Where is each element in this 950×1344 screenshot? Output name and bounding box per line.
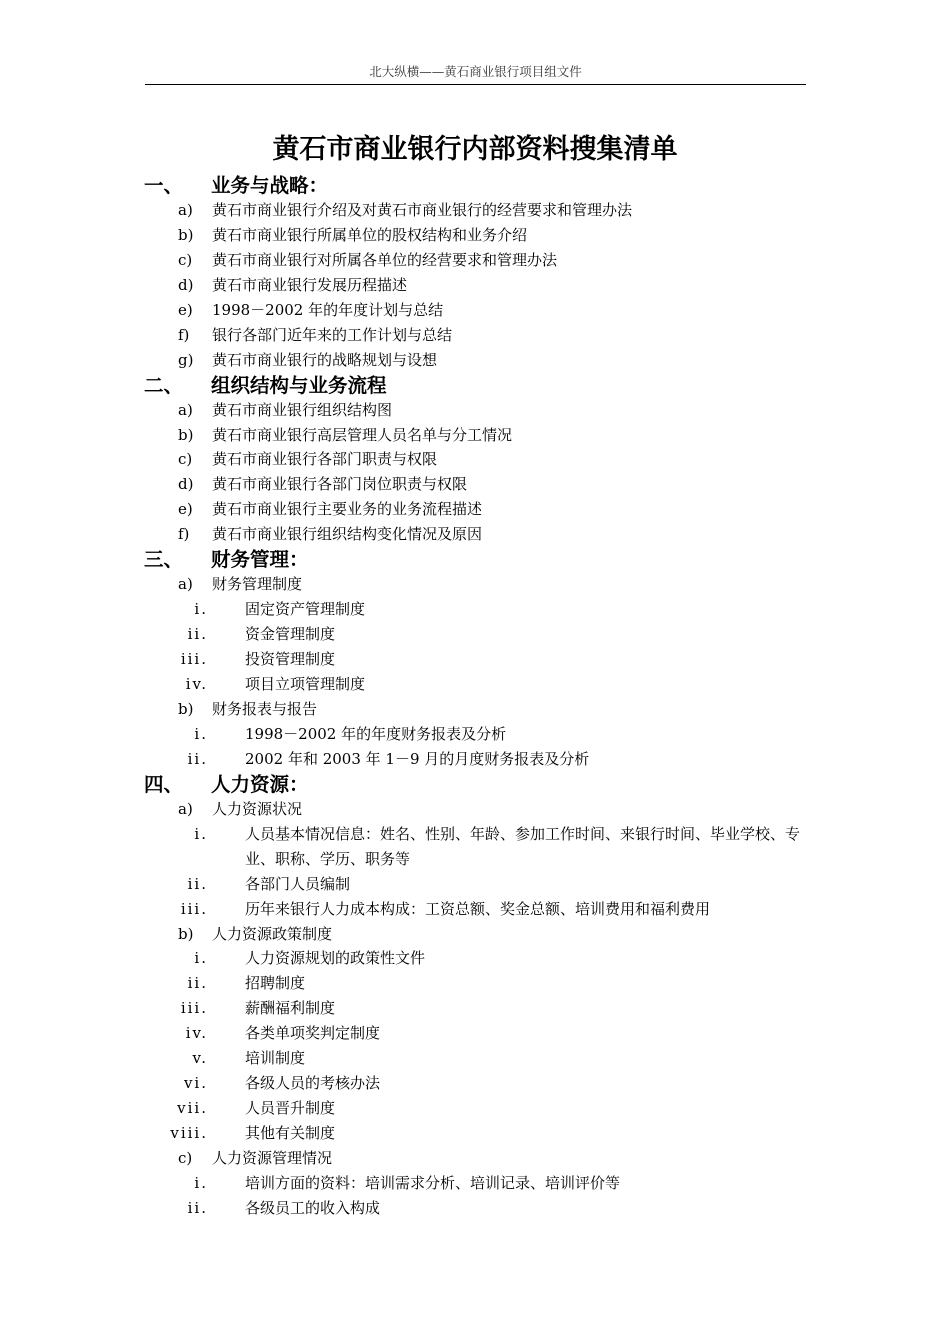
item-text: 黄石市商业银行组织结构变化情况及原因 xyxy=(212,525,483,544)
sub-item xyxy=(0,946,950,971)
sub-item-text: 培训方面的资料：培训需求分析、培训记录、培训评价等 xyxy=(245,1173,621,1192)
item-marker: a) xyxy=(178,575,193,594)
item-text: 黄石市商业银行介绍及对黄石市商业银行的经营要求和管理办法 xyxy=(212,201,633,219)
item-text: 黄石市商业银行的战略规划与设想 xyxy=(212,350,438,369)
section-title: 人力资源： xyxy=(211,772,309,796)
item-marker: d) xyxy=(178,475,194,494)
item-marker: a) xyxy=(178,201,193,219)
sub-item-marker: ii. xyxy=(187,625,208,644)
sub-item xyxy=(0,597,950,622)
list-item xyxy=(0,398,950,423)
item-text: 黄石市商业银行对所属各单位的经营要求和管理办法 xyxy=(212,250,558,269)
sub-item-text: 人力资源规划的政策性文件 xyxy=(245,949,426,968)
sub-item-marker: ii. xyxy=(187,749,208,768)
section-heading xyxy=(0,373,950,398)
list-item xyxy=(0,298,950,323)
item-text: 黄石市商业银行各部门岗位职责与权限 xyxy=(212,475,468,494)
section-number: 一、 xyxy=(144,174,184,197)
item-text: 黄石市商业银行发展历程描述 xyxy=(212,275,408,294)
sub-item-text: 各级人员的考核办法 xyxy=(245,1074,381,1093)
item-marker: f) xyxy=(178,525,190,544)
sub-item xyxy=(0,1171,950,1196)
sub-item-text: 项目立项管理制度 xyxy=(245,674,366,693)
item-marker: b) xyxy=(178,699,194,718)
item-marker: e) xyxy=(178,300,193,319)
list-item xyxy=(0,423,950,448)
sub-item xyxy=(0,822,950,872)
page-header: 北大纵横——黄石商业银行项目组文件 xyxy=(145,64,806,85)
sub-item-marker: iii. xyxy=(180,999,208,1018)
sub-item xyxy=(0,897,950,922)
item-marker: f) xyxy=(178,325,190,344)
sub-item-marker: i. xyxy=(194,1173,208,1192)
item-text: 黄石市商业银行主要业务的业务流程描述 xyxy=(212,500,483,519)
sub-item-text: 培训制度 xyxy=(245,1049,306,1068)
list-item xyxy=(0,447,950,472)
sub-item xyxy=(0,722,950,747)
list-item xyxy=(0,198,950,223)
sub-item-text: 2002 年和 2003 年 1－9 月的月度财务报表及分析 xyxy=(245,749,590,768)
sub-item xyxy=(0,672,950,697)
sub-item xyxy=(0,1096,950,1121)
sub-item-text: 其他有关制度 xyxy=(245,1124,336,1142)
sub-item-marker: vi. xyxy=(183,1074,208,1093)
sub-item-text: 人员晋升制度 xyxy=(245,1099,336,1118)
section-title: 业务与战略： xyxy=(211,174,329,197)
item-marker: b) xyxy=(178,425,194,444)
sub-item xyxy=(0,747,950,772)
sub-item-marker: viii. xyxy=(170,1124,208,1142)
list-item xyxy=(0,922,950,947)
item-marker: a) xyxy=(178,799,193,818)
item-marker: b) xyxy=(178,225,194,244)
sub-item xyxy=(0,872,950,897)
list-item xyxy=(0,522,950,547)
sub-item-text: 资金管理制度 xyxy=(245,625,336,644)
sub-item xyxy=(0,971,950,996)
list-item xyxy=(0,248,950,273)
section-title: 组织结构与业务流程 xyxy=(211,373,387,397)
item-text: 人力资源管理情况 xyxy=(212,1148,333,1167)
list-item xyxy=(0,497,950,522)
section-heading xyxy=(0,173,950,198)
sub-item xyxy=(0,1121,950,1146)
sub-item-marker: iii. xyxy=(180,650,208,668)
sub-item xyxy=(0,996,950,1021)
sub-item-marker: ii. xyxy=(187,874,208,893)
sub-item-marker: i. xyxy=(194,600,208,619)
sub-item xyxy=(0,1046,950,1071)
item-marker: c) xyxy=(178,450,193,469)
section-number: 三、 xyxy=(144,548,184,572)
sub-item-marker: i. xyxy=(194,824,208,843)
checklist xyxy=(0,173,950,1221)
sub-item-text: 历年来银行人力成本构成：工资总额、奖金总额、培训费用和福利费用 xyxy=(245,899,711,918)
item-text: 黄石市商业银行高层管理人员名单与分工情况 xyxy=(212,425,513,444)
section-number: 四、 xyxy=(144,772,184,796)
sub-item-marker: iv. xyxy=(185,674,208,693)
item-marker: g) xyxy=(178,350,194,369)
sub-item-marker: ii. xyxy=(187,1198,208,1217)
sub-item-text: 各类单项奖判定制度 xyxy=(245,1024,381,1043)
list-item xyxy=(0,1146,950,1171)
sub-item xyxy=(0,622,950,647)
section-heading xyxy=(0,772,950,797)
item-marker: c) xyxy=(178,250,193,269)
sub-item-marker: v. xyxy=(192,1049,208,1068)
section-heading xyxy=(0,547,950,572)
list-item xyxy=(0,572,950,597)
item-text: 黄石市商业银行各部门职责与权限 xyxy=(212,450,438,469)
sub-item-marker: vii. xyxy=(177,1099,208,1118)
section-title: 财务管理： xyxy=(211,548,309,572)
item-text: 人力资源政策制度 xyxy=(212,924,333,943)
sub-item xyxy=(0,1196,950,1221)
item-text: 财务管理制度 xyxy=(212,575,303,594)
section-number: 二、 xyxy=(144,373,184,397)
list-item xyxy=(0,348,950,373)
list-item xyxy=(0,472,950,497)
item-text: 人力资源状况 xyxy=(212,799,303,818)
sub-item xyxy=(0,647,950,672)
sub-item-text: 固定资产管理制度 xyxy=(245,600,366,619)
sub-item xyxy=(0,1071,950,1096)
sub-item-text: 薪酬福利制度 xyxy=(245,999,336,1018)
item-text: 银行各部门近年来的工作计划与总结 xyxy=(212,325,453,344)
item-marker: d) xyxy=(178,275,194,294)
list-item xyxy=(0,273,950,298)
sub-item-text: 1998－2002 年的年度财务报表及分析 xyxy=(245,724,507,743)
item-marker: a) xyxy=(178,400,193,419)
sub-item-marker: i. xyxy=(194,949,208,968)
sub-item-marker: ii. xyxy=(187,974,208,993)
item-text: 1998－2002 年的年度计划与总结 xyxy=(212,300,444,319)
sub-item-marker: i. xyxy=(194,724,208,743)
sub-item-text: 投资管理制度 xyxy=(245,650,336,668)
sub-item-text: 各级员工的收入构成 xyxy=(245,1198,381,1217)
sub-item-marker: iv. xyxy=(185,1024,208,1043)
document-title: 黄石市商业银行内部资料搜集清单 xyxy=(272,134,678,165)
sub-item-marker: iii. xyxy=(180,899,208,918)
item-text: 财务报表与报告 xyxy=(212,699,318,718)
item-marker: b) xyxy=(178,924,194,943)
list-item xyxy=(0,323,950,348)
item-marker: e) xyxy=(178,500,193,519)
list-item xyxy=(0,697,950,722)
sub-item-text: 各部门人员编制 xyxy=(245,874,351,893)
sub-item-text: 招聘制度 xyxy=(245,974,306,993)
list-item xyxy=(0,223,950,248)
item-text: 黄石市商业银行组织结构图 xyxy=(212,400,393,419)
list-item xyxy=(0,797,950,822)
item-text: 黄石市商业银行所属单位的股权结构和业务介绍 xyxy=(212,225,528,244)
sub-item-text: 人员基本情况信息：姓名、性别、年龄、参加工作时间、来银行时间、毕业学校、专业、职称、学历、职务等 xyxy=(245,824,801,868)
item-marker: c) xyxy=(178,1148,193,1167)
sub-item xyxy=(0,1021,950,1046)
